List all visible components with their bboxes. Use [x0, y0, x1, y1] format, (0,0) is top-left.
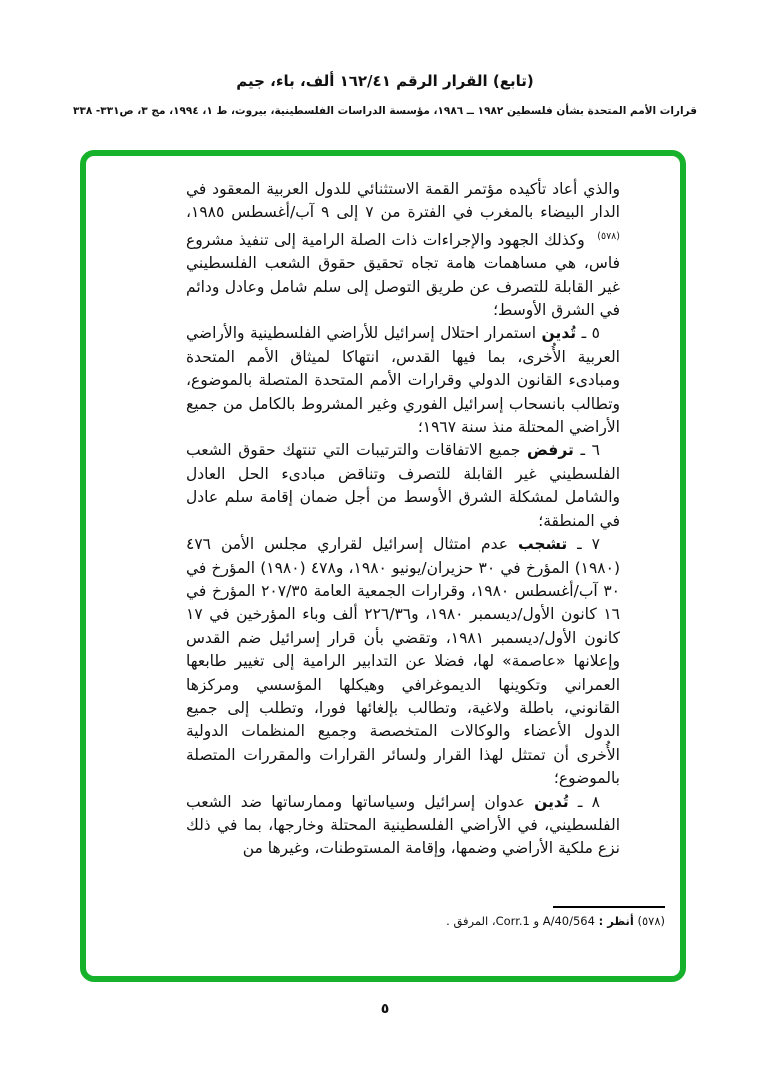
paragraph-5 — [186, 322, 620, 439]
body-text-column — [186, 178, 620, 908]
footnote-reference-superscript: (٥٧٨) — [597, 230, 620, 242]
footnote-text: A/40/564 و Corr.1، المرفق . — [446, 914, 595, 928]
paragraph-5-lead-word: تُدين — [541, 324, 577, 343]
page-number: ٥ — [380, 1001, 390, 1017]
intro-text-after-ref: وكذلك الجهود والإجراءات ذات الصلة الرامية إلى تنفيذ مشروع فاس، هي مساهمات هامة تجاه تحقيق حقوق الشعب الفلسطيني غير القابلة للتصرف عن طريق التوصل إلى سلم شامل وعادل ودائم في الشرق الأوسط؛ — [186, 230, 620, 320]
footnote-separator-rule — [553, 906, 665, 908]
footnote-marker: (٥٧٨) — [637, 914, 665, 928]
document-source-line: قرارات الأمم المتحدة بشأن فلسطين ١٩٨٢ ــ ١٩٨٦، مؤسسة الدراسات الفلسطينية، بيروت، ط ١، ١٩٩٤، مج ٣، ص٣٣١- ٣٣٨ — [73, 105, 697, 117]
paragraph-8 — [186, 791, 620, 861]
paragraph-6-text: جميع الاتفاقات والترتيبات التي تنتهك حقوق الشعب الفلسطيني غير القابلة للتصرف وتناقض مبادىء الحل العادل والشامل لمشكلة الشرق الأوسط من أجل ضمان إقامة سلم عادل في المنطقة؛ — [186, 441, 620, 530]
footnote — [205, 913, 665, 929]
paragraph-8-lead-word: تُدين — [534, 792, 569, 811]
paragraph-8-text: عدوان إسرائيل وسياساتها وممارساتها ضد الشعب الفلسطيني، في الأراضي الفلسطينية المحتلة وخارجها، بما في ذلك نزع ملكية الأراضي وضمها، وإقامة المستوطنات، وغيرها من — [186, 792, 620, 858]
paragraph-6 — [186, 439, 620, 533]
paragraph-8-marker: ٨ ـ — [577, 792, 600, 811]
paragraph-7-lead-word: تشجب — [518, 535, 568, 554]
intro-text-before-ref: والذي أعاد تأكيده مؤتمر القمة الاستثنائي للدول العربية المعقود في الدار البيضاء بالمغرب في الفترة من ٧ إلى ٩ آب/أغسطس ١٩٨٥، — [186, 180, 620, 222]
paragraph-7 — [186, 533, 620, 790]
paragraph-7-marker: ٧ ـ — [577, 535, 600, 554]
paragraph-6-lead-word: ترفض — [527, 441, 574, 460]
paragraph-7-text: عدم امتثال إسرائيل لقراري مجلس الأمن ٤٧٦ (١٩٨٠) المؤرخ في ٣٠ حزيران/يونيو ١٩٨٠، و٤٧٨ (١٩٨٠) المؤرخ في ٣٠ آب/أغسطس ١٩٨٠، وقرارات الجمعية العامة ٢٠٧/٣٥ المؤرخ في ١٦ كانون الأول/ديسمبر ١٩٨٠، و٢٢٦/٣٦ ألف وباء المؤرخين في ١٧ كانون الأول/ديسمبر ١٩٨١، وتقضي بأن قرار إسرائيل ضم القدس وإعلانها «عاصمة» لها، فضلا عن التدابير الرامية إلى تغيير طابعها العمراني وتكوينها الديموغرافي وهيكلها المؤسسي ومركزها القانوني، باطلة ولاغية، وتطالب بإلغائها فورا، وتطلب إلى جميع الدول الأعضاء والوكالات المتخصصة وجميع المنظمات الدولية الأُخرى أن تمتثل لهذا القرار ولسائر القرارات والمقررات المتصلة بالموضوع؛ — [186, 535, 620, 788]
footnote-label: أنظر : — [598, 914, 634, 928]
document-title: (تابع) القرار الرقم ١٦٢/٤١ ألف، باء، جيم — [236, 72, 534, 90]
paragraph-6-marker: ٦ ـ — [580, 441, 600, 460]
paragraph-5-text: استمرار احتلال إسرائيل للأراضي الفلسطينية والأراضي العربية الأُخرى، بما فيها القدس، انتهاكا لميثاق الأمم المتحدة ومبادىء القانون الدولي وقرارات الأمم المتحدة المتصلة بالموضوع، وتطالب بانسحاب إسرائيل الفوري وغير المشروط بالكامل من جميع الأراضي المحتلة منذ سنة ١٩٦٧؛ — [186, 324, 620, 437]
intro-paragraph — [186, 178, 620, 322]
paragraph-5-marker: ٥ ـ — [581, 324, 600, 343]
